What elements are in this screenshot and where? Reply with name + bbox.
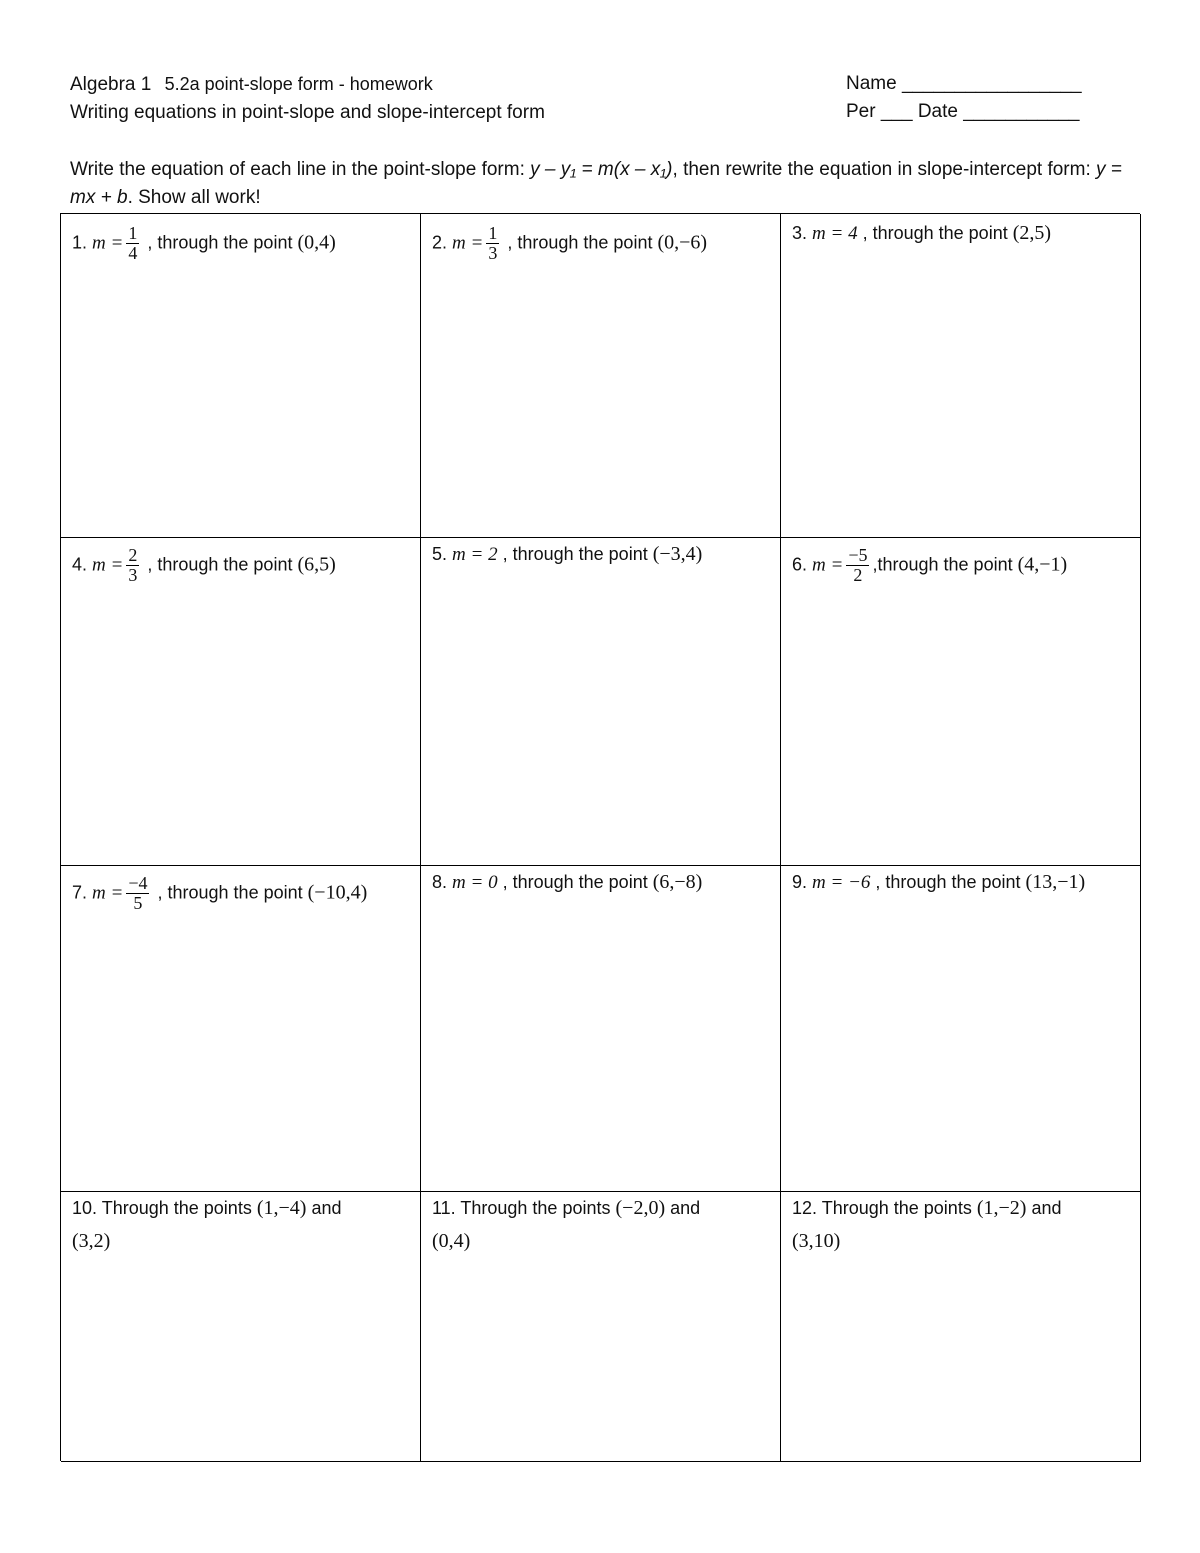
header-right	[846, 70, 1082, 126]
slope-label: m =	[452, 232, 484, 254]
problem-number: 10.	[72, 1198, 98, 1218]
problem-11[interactable]	[421, 1192, 781, 1462]
point-2: (0,4)	[432, 1230, 471, 1252]
problem-text: , through the point	[147, 554, 293, 575]
fraction-denominator: 3	[128, 565, 138, 585]
instructions-text-2: , then rewrite the equation in slope-intercept form:	[672, 159, 1097, 180]
slope-label: m = −6	[812, 872, 871, 893]
fraction-numerator: 1	[488, 223, 498, 243]
point-1: (1,−2)	[976, 1197, 1027, 1219]
point-1: (−2,0)	[615, 1197, 666, 1219]
period-date-field[interactable]: Per ___ Date ___________	[846, 101, 1080, 122]
slope-label: m =	[92, 554, 124, 576]
problem-6[interactable]	[781, 538, 1141, 866]
problem-text: , through the point	[875, 872, 1021, 892]
slope-fraction	[486, 224, 499, 263]
slope-fraction	[846, 546, 869, 585]
problem-number: 2.	[432, 232, 448, 253]
slope-label: m =	[812, 554, 844, 576]
fraction-numerator: −5	[848, 545, 868, 565]
point: (4,−1)	[1017, 553, 1068, 576]
problem-text: , through the point	[502, 872, 648, 892]
instructions-text-3: . Show all work!	[127, 187, 261, 208]
fraction-denominator: 4	[128, 243, 138, 263]
and-word: and	[670, 1198, 701, 1218]
problem-3[interactable]	[781, 214, 1141, 538]
problem-text: , through the point	[157, 882, 303, 903]
problem-8[interactable]	[421, 866, 781, 1192]
point: (2,5)	[1012, 222, 1052, 244]
slope-label: m = 2	[452, 544, 498, 565]
problem-4[interactable]	[61, 538, 421, 866]
point: (6,−8)	[652, 871, 703, 893]
slope-label: m = 4	[812, 223, 858, 244]
slope-fraction	[126, 224, 139, 263]
point-slope-formula: y – y₁ = m(x – x₁)	[530, 159, 673, 180]
course-title: Algebra 1	[70, 74, 152, 95]
point-2: (3,2)	[72, 1230, 111, 1252]
fraction-numerator: 2	[128, 545, 138, 565]
point: (−3,4)	[652, 543, 703, 565]
fraction-numerator: −4	[128, 873, 148, 893]
worksheet-subtitle: Writing equations in point-slope and slope-intercept form	[70, 102, 545, 123]
problem-9[interactable]	[781, 866, 1141, 1192]
instructions	[70, 156, 1130, 212]
problem-number: 6.	[792, 554, 808, 575]
name-field[interactable]: Name _________________	[846, 73, 1082, 94]
problem-text: Through the points	[460, 1198, 611, 1218]
point: (0,−6)	[657, 231, 708, 254]
problem-number: 11.	[432, 1198, 456, 1218]
problem-text: Through the points	[821, 1198, 972, 1218]
point: (−10,4)	[307, 881, 368, 904]
fraction-numerator: 1	[128, 223, 138, 243]
point: (0,4)	[297, 231, 336, 254]
assignment-title: 5.2a point-slope form - homework	[164, 74, 433, 94]
slope-label: m =	[92, 232, 124, 254]
point-1: (1,−4)	[256, 1197, 307, 1219]
point: (6,5)	[297, 553, 336, 576]
fraction-denominator: 2	[853, 565, 863, 585]
slope-intercept-formula: y = mx + b	[70, 159, 1122, 208]
problem-text: , through the point	[862, 223, 1008, 243]
fraction-denominator: 5	[133, 893, 143, 913]
and-word: and	[311, 1198, 342, 1218]
problem-number: 1.	[72, 232, 88, 253]
problem-1[interactable]	[61, 214, 421, 538]
slope-fraction	[126, 874, 149, 913]
problem-number: 8.	[432, 872, 448, 892]
header-left	[70, 70, 545, 127]
problem-number: 3.	[792, 223, 808, 243]
problem-text: , through the point	[507, 232, 653, 253]
problem-grid	[60, 213, 1140, 1461]
problem-text: Through the points	[101, 1198, 252, 1218]
problem-text: , through the point	[147, 232, 293, 253]
problem-number: 7.	[72, 882, 88, 903]
problem-text: , through the point	[502, 544, 648, 564]
problem-number: 12.	[792, 1198, 818, 1218]
point-2: (3,10)	[792, 1230, 841, 1252]
slope-label: m =	[92, 882, 124, 904]
problem-10[interactable]	[61, 1192, 421, 1462]
problem-2[interactable]	[421, 214, 781, 538]
point: (13,−1)	[1025, 871, 1086, 893]
problem-7[interactable]	[61, 866, 421, 1192]
problem-5[interactable]	[421, 538, 781, 866]
instructions-text-1: Write the equation of each line in the point-slope form:	[70, 159, 531, 180]
and-word: and	[1031, 1198, 1062, 1218]
slope-label: m = 0	[452, 872, 498, 893]
problem-12[interactable]	[781, 1192, 1141, 1462]
problem-text: ,through the point	[872, 554, 1013, 575]
slope-fraction	[126, 546, 139, 585]
fraction-denominator: 3	[488, 243, 498, 263]
problem-number: 9.	[792, 872, 808, 892]
course-line	[70, 70, 545, 99]
problem-number: 4.	[72, 554, 88, 575]
problem-number: 5.	[432, 544, 448, 564]
